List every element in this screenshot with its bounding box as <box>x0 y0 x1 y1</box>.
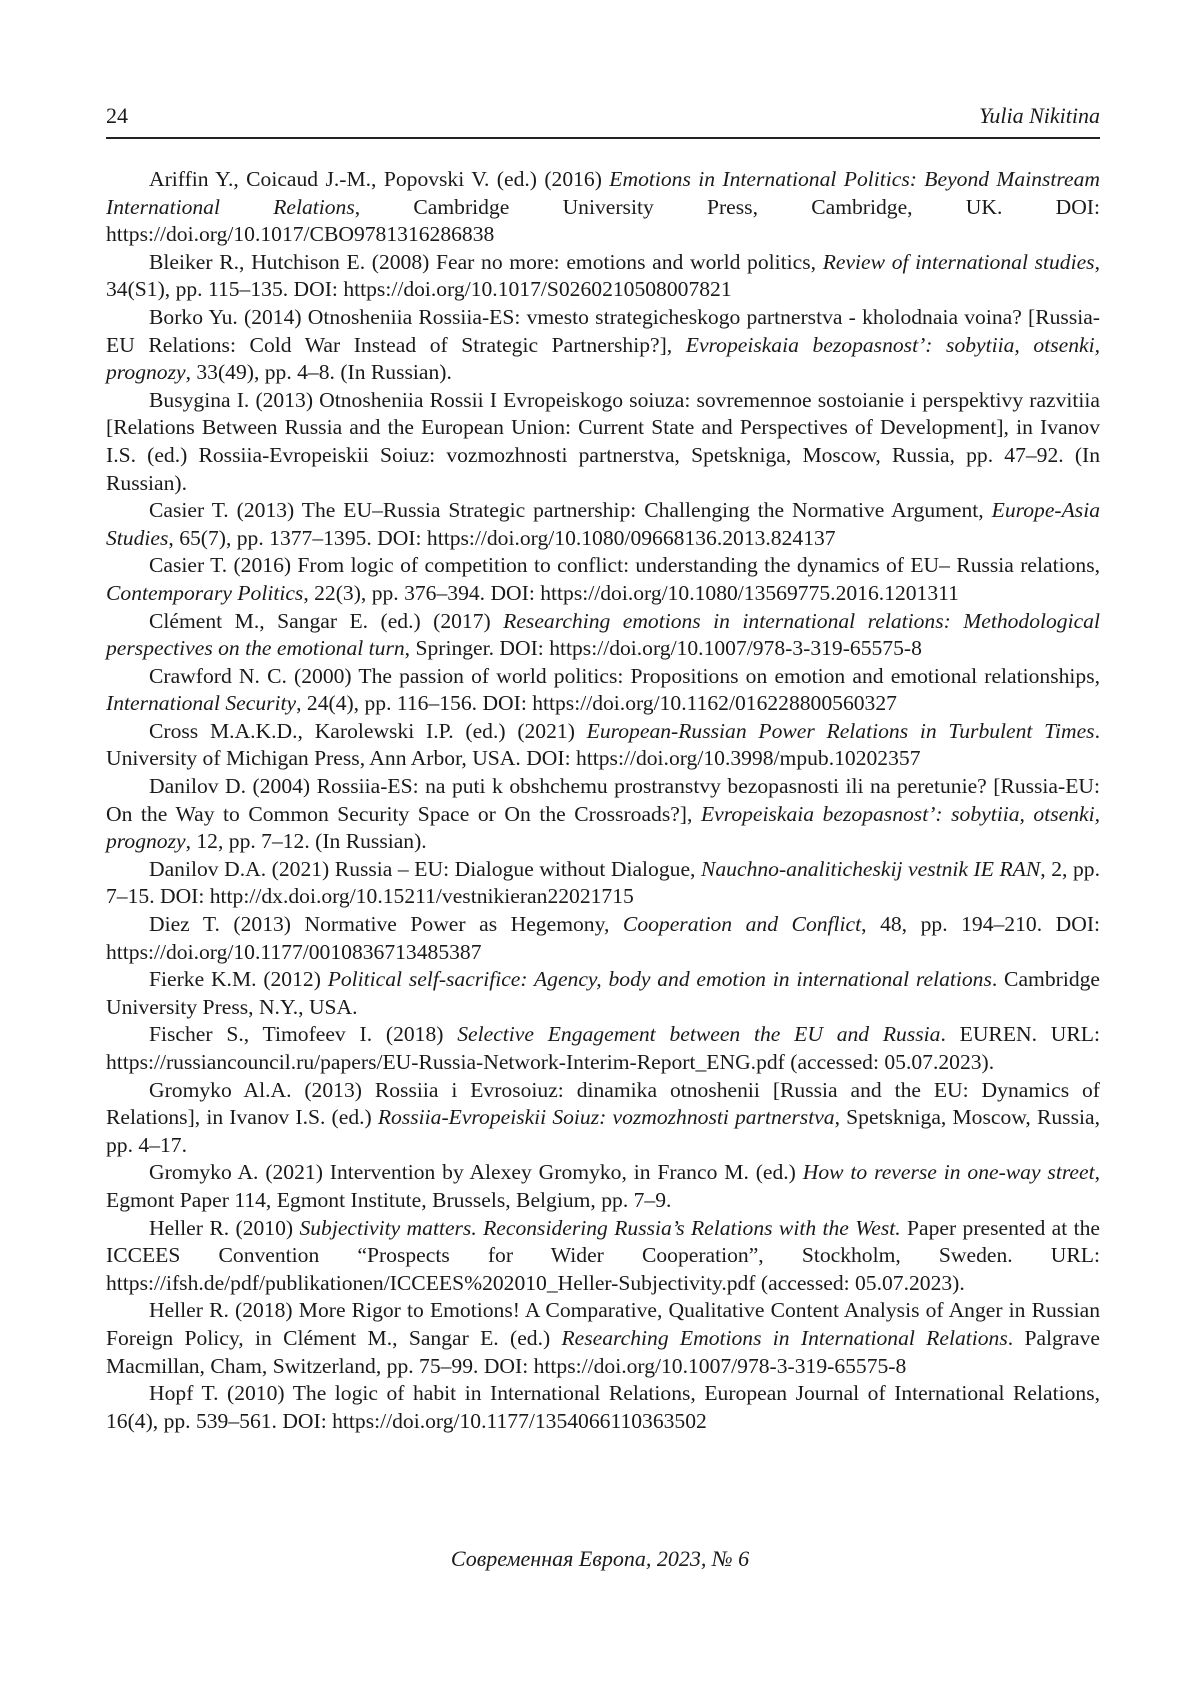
reference-title-italic: European-Russian Power Relations in Turbulent Times <box>586 718 1095 743</box>
reference-text: Fischer S., Timofeev I. (2018) <box>149 1022 458 1047</box>
reference-text: , Spetskniga, Moscow, Russia, pp. 4–17. <box>106 1105 1100 1157</box>
reference-title-italic: Europe-Asia Studies <box>106 498 1100 550</box>
reference-text: . Palgrave Macmillan, Cham, Switzerland, pp. 75–99. DOI: https://doi.org/10.1007/978-3-319-65575-8 <box>106 1325 1101 1378</box>
reference-text: Cross M.A.K.D., Karolewski I.P. (ed.) (2021) <box>149 718 587 743</box>
reference-title-italic: How to reverse in one-way street <box>802 1160 1095 1185</box>
page-number: 24 <box>106 103 128 128</box>
reference-title-italic: Rossiia-Evropeiskii Soiuz: vozmozhnosti partnerstva <box>377 1105 835 1130</box>
reference-text: Fierke K.M. (2012) <box>149 967 328 992</box>
reference-title-italic: Selective Engagement between the EU and Russia <box>457 1022 941 1047</box>
reference-text: Busygina I. (2013) Otnosheniia Rossii I Evropeiskogo soiuza: sovremennoe sostoianie i perspektivy razvitiia [Relations Between Russia and the European Union: Current State and Perspectives of Development], in Ivanov I.S. (ed.) Rossiia-Evropeiskii Soiuz: vozmozhnosti partnerstva, Spetskniga, Moscow, Russia, pp. 47–92. (In Russian). <box>106 387 1100 495</box>
reference-entry <box>106 166 1100 249</box>
reference-entry <box>106 911 1100 966</box>
reference-entry <box>106 1077 1100 1160</box>
reference-title-italic: Contemporary Politics <box>106 580 304 605</box>
reference-title-italic: Emotions in International Politics: Beyond Mainstream International Relations <box>106 167 1100 219</box>
reference-text: Diez T. (2013) Normative Power as Hegemony, <box>149 912 623 937</box>
reference-text: Heller R. (2018) More Rigor to Emotions! A Comparative, Qualitative Content Analysis of Anger in Russian Foreign Policy, in Clément M., Sangar E. (ed.) <box>106 1298 1100 1350</box>
reference-entry <box>106 1380 1100 1435</box>
reference-entry <box>106 608 1100 663</box>
reference-entry <box>106 856 1100 911</box>
reference-title-italic: Researching Emotions in International Relations <box>561 1325 1008 1350</box>
reference-text: Heller R. (2010) <box>149 1215 300 1240</box>
running-head-author: Yulia Nikitina <box>979 103 1100 128</box>
reference-text: Ariffin Y., Coicaud J.-M., Popovski V. (ed.) (2016) <box>149 167 610 191</box>
reference-entry <box>106 966 1100 1021</box>
reference-entry <box>106 304 1100 387</box>
reference-title-italic: Nauchno-analiticheskij vestnik IE RAN <box>700 856 1041 881</box>
reference-entry <box>106 497 1100 552</box>
reference-text: Clément M., Sangar E. (ed.) (2017) <box>149 608 504 633</box>
reference-text: Hopf T. (2010) The logic of habit in International Relations, European Journal of International Relations, 16(4), pp. 539–561. DOI: https://doi.org/10.1177/1354066110363502 <box>106 1381 1100 1433</box>
reference-text: , 22(3), pp. 376–394. DOI: https://doi.org/10.1080/13569775.2016.1201311 <box>303 580 959 605</box>
reference-list <box>106 166 1100 1435</box>
reference-text: , 34(S1), pp. 115–135. DOI: https://doi.org/10.1017/S0260210508007821 <box>106 249 1100 302</box>
reference-text: Danilov D. (2004) Rossiia-ES: na puti k obshchemu prostranstvy bezopasnosti ili na peretunie? [Russia-EU: On the Way to Common Security Space or On the Crossroads?], <box>106 774 1100 826</box>
reference-text: , 33(49), pp. 4–8. (In Russian). <box>185 360 452 385</box>
reference-text: , 2, pp. 7–15. DOI: http://dx.doi.org/10.15211/vestnikieran22021715 <box>106 856 1100 909</box>
reference-title-italic: Subjectivity matters. Reconsidering Russia’s Relations with the West. <box>299 1215 901 1240</box>
reference-text: , 48, pp. 194–210. DOI: https://doi.org/10.1177/0010836713485387 <box>106 912 1101 964</box>
reference-text: , 24(4), pp. 116–156. DOI: https://doi.org/10.1162/016228800560327 <box>296 691 897 716</box>
reference-title-italic: Evropeiskaia bezopasnost’: sobytiia, otsenki, prognozy <box>106 801 1100 854</box>
reference-entry <box>106 1215 1100 1298</box>
journal-footer: Современная Европа, 2023, № 6 <box>450 1546 750 1571</box>
reference-text: , Cambridge University Press, Cambridge, UK. DOI: https://doi.org/10.1017/CBO9781316286838 <box>106 194 1100 247</box>
reference-entry <box>106 552 1100 607</box>
reference-text: , 12, pp. 7–12. (In Russian). <box>185 829 427 854</box>
reference-entry <box>106 1297 1100 1380</box>
reference-title-italic: Review of international studies <box>822 249 1095 274</box>
reference-entry <box>106 718 1100 773</box>
reference-text: Gromyko Al.A. (2013) Rossiia i Evrosoiuz: dinamika otnoshenii [Russia and the EU: Dynamics of Relations], in Ivanov I.S. (ed.) <box>106 1077 1100 1130</box>
reference-entry <box>106 773 1100 856</box>
reference-text: Borko Yu. (2014) Otnosheniia Rossiia-ES: vmesto strategicheskogo partnerstva - kholodnaia voina? [Russia-EU Relations: Cold War Instead of Strategic Partnership?], <box>106 304 1100 357</box>
reference-entry <box>106 663 1100 718</box>
reference-text: Casier T. (2013) The EU–Russia Strategic partnership: Challenging the Normative Argument, <box>149 498 992 523</box>
reference-entry <box>106 1159 1100 1214</box>
reference-text: . University of Michigan Press, Ann Arbor, USA. DOI: https://doi.org/10.3998/mpub.10202357 <box>106 718 1100 771</box>
reference-title-italic: Political self-sacrifice: Agency, body and emotion in international relations <box>327 967 992 992</box>
reference-text: , 65(7), pp. 1377–1395. DOI: https://doi.org/10.1080/09668136.2013.824137 <box>168 525 836 550</box>
reference-text: Gromyko A. (2021) Intervention by Alexey Gromyko, in Franco M. (ed.) <box>149 1160 803 1185</box>
page-header <box>106 103 1100 139</box>
reference-text: Paper presented at the ICCEES Convention “Prospects for Wider Cooperation”, Stockholm, Sweden. URL: https://ifsh.de/pdf/publikationen/ICCEES%202010_Heller-Subjectivity.pdf (accessed: 05.07.2023). <box>106 1215 1100 1295</box>
reference-entry <box>106 387 1100 497</box>
reference-text: Casier T. (2016) From logic of competition to conflict: understanding the dynamics of EU– Russia relations, <box>149 553 1100 578</box>
reference-title-italic: Cooperation and Conflict <box>622 912 862 937</box>
reference-text: . EUREN. URL: https://russiancouncil.ru/papers/EU-Russia-Network-Interim-Report_ENG.pdf (accessed: 05.07.2023). <box>106 1022 1100 1074</box>
reference-text: , Egmont Paper 114, Egmont Institute, Brussels, Belgium, pp. 7–9. <box>106 1160 1101 1212</box>
reference-title-italic: International Security <box>106 691 297 716</box>
reference-entry <box>106 249 1100 304</box>
reference-text: Bleiker R., Hutchison E. (2008) Fear no more: emotions and world politics, <box>149 249 823 274</box>
reference-title-italic: Evropeiskaia bezopasnost’: sobytiia, otsenki, prognozy <box>106 332 1100 385</box>
reference-text: Danilov D.A. (2021) Russia – EU: Dialogue without Dialogue, <box>149 856 701 881</box>
reference-entry <box>106 1021 1100 1076</box>
reference-text: , Springer. DOI: https://doi.org/10.1007/978-3-319-65575-8 <box>404 636 922 661</box>
reference-text: Crawford N. C. (2000) The passion of world politics: Propositions on emotion and emotional relationships, <box>149 663 1100 688</box>
reference-text: . Cambridge University Press, N.Y., USA. <box>106 967 1101 1019</box>
reference-title-italic: Researching emotions in international relations: Methodological perspectives on the emotional turn <box>106 608 1100 661</box>
